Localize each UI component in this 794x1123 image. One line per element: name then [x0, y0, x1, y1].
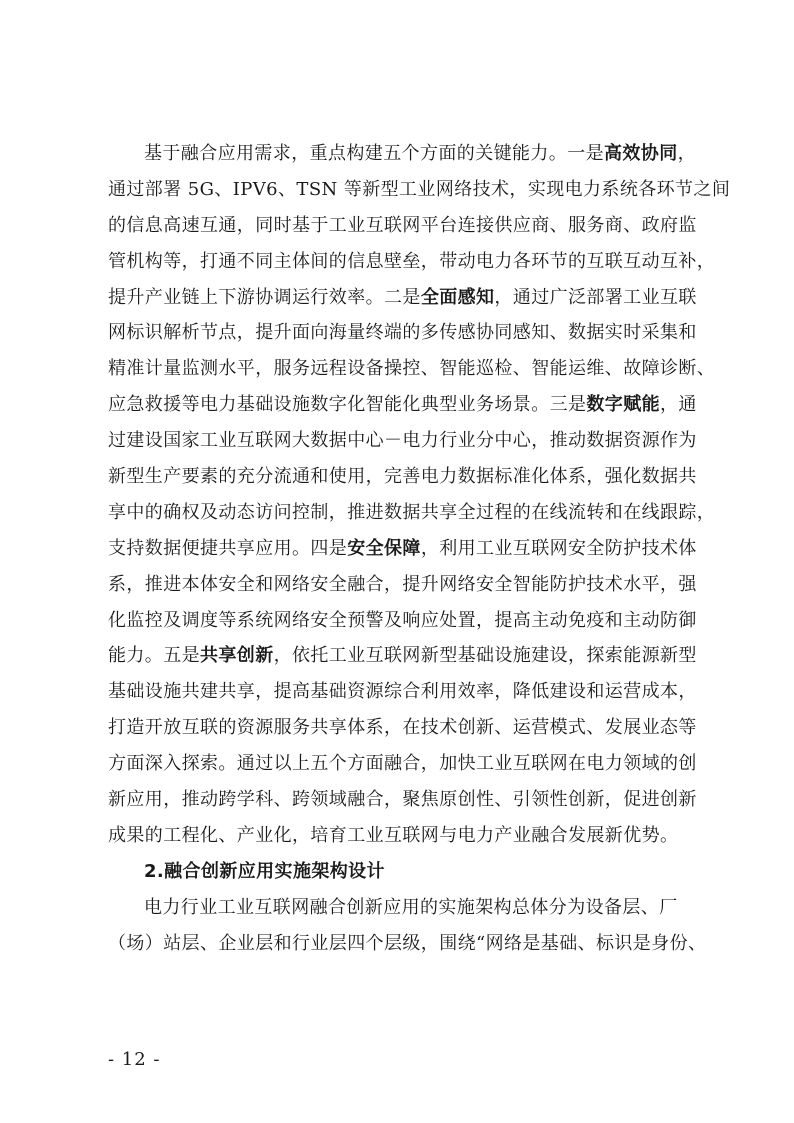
text-segment: 系，推进本体安全和网络安全融合，提升网络安全智能防护技术水平，强 — [108, 573, 697, 595]
text-segment: 新应用，推动跨学科、跨领域融合，聚焦原创性、引领性创新，促进创新 — [108, 789, 697, 811]
text-segment: 方面深入探索。通过以上五个方面融合，加快工业互联网在电力领域的创 — [108, 753, 697, 775]
text-segment: 享中的确权及动态访问控制，推进数据共享全过程的在线流转和在线跟踪， — [108, 501, 716, 523]
paragraph-architecture — [108, 890, 707, 962]
text-line — [108, 603, 698, 639]
text-segment: 打造开放互联的资源服务共享体系，在技术创新、运营模式、发展业态等 — [108, 717, 697, 739]
text-line — [108, 531, 698, 567]
keyword-highlight: 共享创新 — [200, 645, 274, 667]
text-segment: 成果的工程化、产业化，培育工业互联网与电力产业融合发展新优势。 — [108, 824, 679, 846]
text-line — [108, 351, 716, 387]
text-line — [108, 818, 698, 854]
text-line — [108, 567, 698, 603]
text-segment: 基于融合应用需求，重点构建五个方面的关键能力。一是 — [144, 143, 604, 164]
text-line — [108, 208, 698, 244]
text-line — [108, 387, 698, 423]
keyword-highlight: 数字赋能 — [586, 394, 661, 416]
text-segment: 支持数据便捷共享应用。四是 — [108, 537, 348, 559]
text-line — [108, 423, 698, 459]
text-line — [108, 244, 716, 280]
keyword-highlight: 全面感知 — [420, 286, 495, 308]
text-segment: 基础设施共建共享，提高基础资源综合利用效率，降低建设和运营成本， — [108, 681, 697, 703]
text-line — [108, 782, 698, 818]
text-segment: 新型生产要素的充分流通和使用，完善电力数据标准化体系，强化数据共 — [108, 466, 697, 488]
text-segment: ，通 — [660, 394, 697, 416]
text-line — [108, 459, 698, 495]
section-heading: 2.融合创新应用实施架构设计 — [144, 860, 385, 882]
text-line — [108, 315, 698, 351]
text-line — [108, 495, 716, 531]
text-line — [108, 746, 698, 782]
text-segment: ， — [677, 143, 697, 164]
text-segment: 应急救援等电力基础设施数字化智能化典型业务场景。三是 — [108, 394, 587, 416]
text-segment: ，依托工业互联网新型基础设施建设，探索能源新型 — [273, 645, 697, 667]
text-line — [108, 136, 698, 172]
text-line — [108, 280, 698, 316]
keyword-highlight: 高效协同 — [604, 143, 678, 164]
text-segment: 化监控及调度等系统网络安全预警及响应处置，提高主动免疫和主动防御 — [108, 609, 697, 631]
text-line — [108, 710, 698, 746]
text-segment: 管机构等，打通不同主体间的信息壁垒，带动电力各环节的互联互动互补， — [108, 250, 716, 272]
text-line — [108, 172, 731, 208]
text-segment: 电力行业工业互联网融合创新应用的实施架构总体分为设备层、厂 — [144, 896, 678, 918]
keyword-highlight: 安全保障 — [347, 537, 421, 559]
text-segment: 能力。五是 — [108, 645, 200, 667]
text-segment: 精准计量监测水平，服务远程设备操控、智能巡检、智能运维、故障诊断、 — [108, 358, 716, 380]
text-line — [108, 890, 698, 926]
paragraph-capabilities — [108, 136, 731, 854]
text-segment: 提升产业链上下游协调运行效率。二是 — [108, 286, 421, 308]
text-segment: 过建设国家工业互联网大数据中心－电力行业分中心，推动数据资源作为 — [108, 430, 697, 452]
body-text — [108, 136, 731, 961]
text-segment: ，通过广泛部署工业互联 — [494, 286, 697, 308]
text-line — [108, 926, 707, 962]
text-segment: （场）站层、企业层和行业层四个层级，围绕“网络是基础、标识是身份、 — [108, 932, 707, 954]
page-number: - 12 - — [108, 1049, 161, 1070]
text-segment: 网标识解析节点，提升面向海量终端的多传感协同感知、数据实时采集和 — [108, 322, 697, 344]
text-segment: 的信息高速互通，同时基于工业互联网平台连接供应商、服务商、政府监 — [108, 214, 697, 236]
text-line — [108, 638, 698, 674]
text-line — [108, 674, 698, 710]
text-segment: 通过部署 5G、IPV6、TSN 等新型工业网络技术，实现电力系统各环节之间 — [108, 178, 731, 200]
text-segment: ，利用工业互联网安全防护技术体 — [420, 537, 697, 559]
